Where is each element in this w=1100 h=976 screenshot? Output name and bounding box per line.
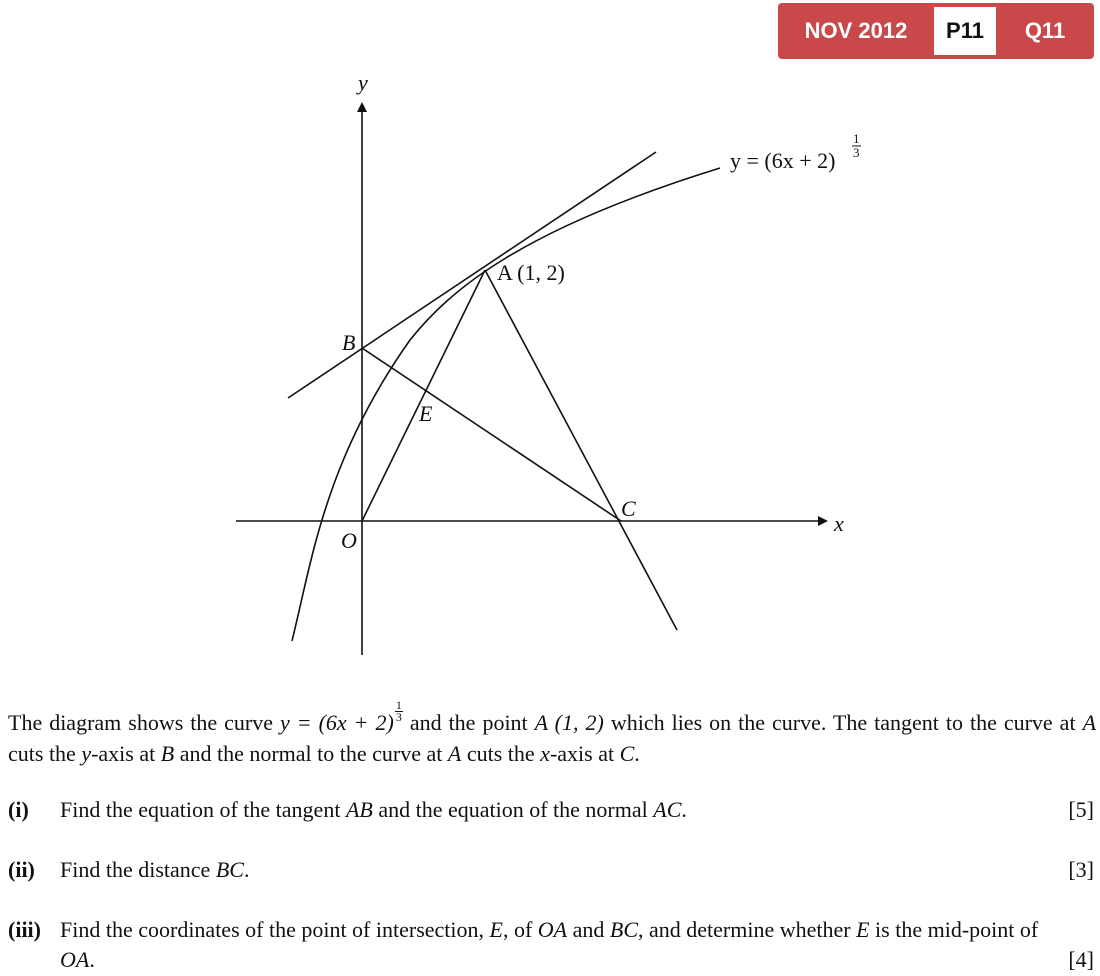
question-reference-badge	[778, 3, 1094, 59]
segment-bc	[362, 348, 621, 521]
part-symbol: BC	[215, 857, 244, 882]
curve-exponent-numerator: 1	[853, 131, 860, 146]
question-number-label: Q11	[1024, 18, 1066, 43]
part-number: (ii)	[8, 857, 35, 882]
part-text	[60, 915, 1044, 975]
stem-text: -axis at	[549, 741, 620, 766]
part-symbol: OA	[60, 947, 90, 972]
part-marks: [4]	[1068, 947, 1094, 972]
exam-session-label: NOV 2012	[804, 18, 908, 43]
part-symbol: E	[856, 917, 870, 942]
curve-exponent-denominator: 3	[853, 145, 860, 160]
part-symbol: OA	[537, 917, 568, 942]
part-text-fragment: and	[567, 917, 610, 942]
part-text-fragment: , of	[502, 917, 538, 942]
stem-curve: y = (6x + 2)	[279, 710, 394, 735]
part-text-fragment: Find the distance	[60, 857, 216, 882]
stem-exponent-numerator: 1	[395, 698, 402, 712]
stem-text: .	[634, 741, 640, 766]
point-a-label: A (1, 2)	[497, 260, 565, 285]
tangent-line	[288, 152, 656, 398]
stem-text: cuts the	[461, 741, 541, 766]
stem-text: and the normal to the curve at	[174, 741, 448, 766]
origin-label: O	[341, 528, 357, 553]
part-marks: [5]	[1068, 797, 1094, 822]
part-text-fragment: is the mid-point of	[869, 917, 1039, 942]
part-symbol: AB	[345, 797, 373, 822]
stem-y: y	[81, 741, 92, 766]
part-text-fragment: .	[243, 857, 250, 882]
stem-text: and the point	[402, 710, 535, 735]
part-text-fragment: Find the coordinates of the point of intersection,	[60, 917, 490, 942]
stem-point-c: C	[619, 741, 635, 766]
part-marks: [3]	[1068, 857, 1094, 882]
stem-point-a: A (1, 2)	[534, 710, 604, 735]
stem-text: cuts the	[8, 741, 82, 766]
part-text	[60, 855, 1044, 885]
y-axis-label: y	[358, 70, 368, 95]
stem-text: The diagram shows the curve	[8, 710, 280, 735]
stem-text: which lies on the curve. The tangent to the curve at	[603, 710, 1083, 735]
part-symbol: E	[489, 917, 503, 942]
stem-exponent-denominator: 3	[395, 710, 402, 724]
part-text-fragment: Find the equation of the tangent	[60, 797, 346, 822]
part-text-fragment: .	[681, 797, 687, 822]
question-part-iii	[8, 915, 1094, 975]
part-number: (i)	[8, 797, 29, 822]
question-stem	[8, 700, 1096, 769]
curve-line	[292, 168, 720, 641]
part-text-fragment: .	[89, 947, 95, 972]
part-symbol: BC	[609, 917, 639, 942]
stem-point-a: A	[447, 741, 462, 766]
point-e-label: E	[419, 401, 433, 426]
x-axis-label: x	[834, 511, 844, 536]
stem-exponent	[395, 700, 403, 723]
stem-x: x	[540, 741, 550, 766]
question-part-ii	[8, 855, 1094, 885]
part-number: (iii)	[8, 917, 41, 942]
part-text-fragment: , and determine whether	[638, 917, 857, 942]
curve-equation-label: y = (6x + 2)	[730, 148, 836, 173]
point-c-label: C	[621, 496, 636, 521]
curve-diagram	[0, 60, 1100, 670]
stem-point-b: B	[160, 741, 175, 766]
part-text-fragment: and the equation of the normal	[372, 797, 654, 822]
point-b-label: B	[342, 330, 356, 355]
paper-number-label: P11	[934, 7, 996, 55]
part-symbol: AC	[653, 797, 682, 822]
stem-point-a: A	[1082, 710, 1097, 735]
question-part-i	[8, 795, 1094, 825]
part-text	[60, 795, 1044, 825]
stem-text: -axis at	[91, 741, 161, 766]
